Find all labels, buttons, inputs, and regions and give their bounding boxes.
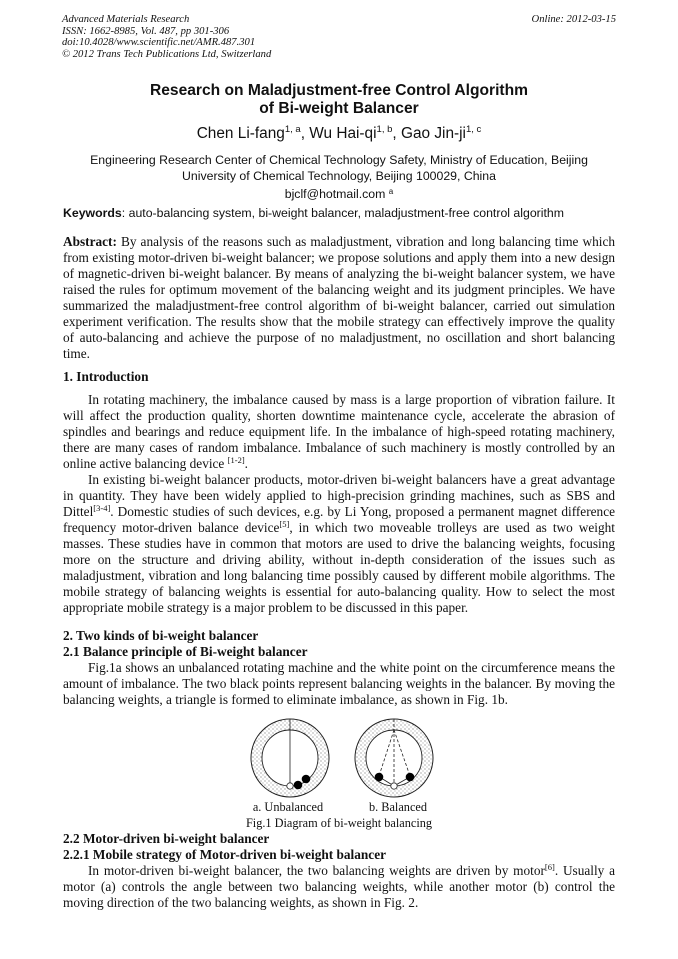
- s2-p2-a: In motor-driven bi-weight balancer, the two balancing weights are driven by motor: [88, 863, 545, 878]
- affiliation: [60, 153, 618, 203]
- citation: [5]: [279, 519, 290, 529]
- title-line-1: Research on Maladjustment-free Control Algorithm: [149, 82, 529, 99]
- figure-1a-unbalanced: [251, 719, 329, 797]
- author-name: Gao Jin-ji: [400, 125, 466, 142]
- abstract-text: By analysis of the reasons such as maladjustment, vibration and long balancing time which from existing motor-driven bi-weight balancer; we propose solutions and apply them into a new design of magnetic-driven bi-weight balancer. By means of analyzing the bi-weight balancer system, we have raised the rules for optimum movement of the balancing weight and its judgment principles. We have summarized the maladjustment-free control algorithm of bi-weight balancer, carried out simulation experiment verification. The results show that the mobile strategy can effectively improve the quality of auto-balancing and achieve the purpose of no maladjustment, no oscillation and short balancing time.: [63, 234, 615, 361]
- issn-line: ISSN: 1662-8985, Vol. 487, pp 301-306: [62, 25, 230, 37]
- author-sup: 1, b: [376, 124, 393, 135]
- figure-1-caption: Fig.1 Diagram of bi-weight balancing: [245, 816, 433, 830]
- email-sup: a: [388, 187, 394, 197]
- section2-paragraph-1: Fig.1a shows an unbalanced rotating machine and the white point on the circumference means the amount of imbalance. The two black points represent balancing weights in the balancer. By moving the balancing weights, a triangle is formed to eliminate imbalance, as shown in Fig. 1b.: [63, 660, 615, 707]
- figure-1b-label: b. Balanced: [368, 800, 428, 814]
- section-heading-two-kinds: 2. Two kinds of bi-weight balancer: [63, 628, 259, 643]
- paper-title: [0, 82, 678, 118]
- intro-p2-b: . Domestic studies of such devices, e.g. by Li Yong, proposed a permanent magnet difference frequency motor-driven balance device: [63, 504, 615, 535]
- intro-paragraph-1: [63, 392, 615, 472]
- online-date: Online: 2012-03-15: [531, 14, 616, 25]
- citation: [3-4]: [93, 503, 111, 513]
- journal-name: Advanced Materials Research: [62, 14, 190, 25]
- balancing-weight: [406, 773, 415, 782]
- figure-1b-balanced: [355, 719, 433, 797]
- keywords-label: Keywords: [63, 206, 122, 220]
- s2-p2-b: . Usually a motor (a) controls the angle between two balancing weights, while another motor (b) control the moving direction of the two balancing weights, as shown in Fig. 2.: [63, 863, 615, 910]
- keywords-text: : auto-balancing system, bi-weight balancer, maladjustment-free control algorithm: [121, 206, 565, 220]
- subsection-heading-2-2-1: 2.2.1 Mobile strategy of Motor-driven bi-weight balancer: [63, 847, 387, 862]
- intro-p2-c: , in which two moveable trolleys are used as two weight masses. These studies have in common that motors are used to drive the balancing weights, focusing more on the structure and driving ability, without in-depth consideration of the issues such as maladjustment, vibration and long balancing time possibly caused by different mobile algorithms. The mobile strategy of balancing weights is essential for auto-balancing quality. How to select the most appropriate mobile strategy is a major problem to be discussed in this paper.: [63, 520, 615, 615]
- author-name: Chen Li-fang: [196, 125, 285, 142]
- figure-1-diagram: [244, 716, 440, 800]
- affiliation-line-1: Engineering Research Center of Chemical Technology Safety, Ministry of Education, Beijing: [90, 153, 588, 167]
- author-email: bjclf@hotmail.com: [284, 187, 386, 202]
- abstract-label: Abstract:: [63, 234, 117, 249]
- author-sup: 1, a: [284, 124, 301, 135]
- imbalance-point: [287, 783, 293, 789]
- subsection-heading-2-2: 2.2 Motor-driven bi-weight balancer: [63, 831, 270, 846]
- balancing-weight: [375, 773, 384, 782]
- citation: [1-2]: [227, 455, 245, 465]
- imbalance-point: [391, 783, 397, 789]
- title-line-2: of Bi-weight Balancer: [259, 100, 419, 117]
- intro-p1-end: .: [244, 456, 248, 471]
- running-header: [62, 14, 616, 60]
- author-sup: 1, c: [465, 124, 482, 135]
- doi-line: doi:10.4028/www.scientific.net/AMR.487.301: [62, 37, 256, 49]
- section-heading-introduction: 1. Introduction: [63, 369, 149, 384]
- citation: [6]: [544, 862, 555, 872]
- intro-p2-a: In existing bi-weight balancer products, motor-driven bi-weight balancers have a great advantage in quantity. They have been widely applied to high-precision grinding machines, such as SBS and Dittel: [63, 472, 615, 519]
- section2-paragraph-2: [63, 863, 615, 911]
- abstract: [63, 234, 615, 362]
- intro-p1-text: In rotating machinery, the imbalance caused by mass is a large proportion of vibration failure. It will affect the production quality, shorten downtime maintenance cycle, accelerate the abrasion of spindles and bearings and reduce equipment life. In the imbalance of high-speed rotating machinery, there are many cases of random imbalance. Imbalance of such machinery is mostly controlled by an online active balancing device: [63, 392, 615, 471]
- author-name: Wu Hai-qi: [309, 125, 377, 142]
- balancing-weight: [302, 775, 311, 784]
- figure-1a-label: a. Unbalanced: [252, 800, 324, 814]
- intro-paragraph-2: [63, 472, 615, 616]
- subsection-heading-2-1: 2.1 Balance principle of Bi-weight balancer: [63, 644, 308, 659]
- balancing-weight: [294, 781, 303, 790]
- affiliation-line-2: University of Chemical Technology, Beijing 100029, China: [182, 168, 496, 183]
- author-list: Chen Li-fang$^{1, a}$, Wu Hai-qi$^{1, b}$, Gao Jin-ji$^{1, c}$: [196, 124, 482, 142]
- keywords: [63, 206, 623, 220]
- copyright-line: © 2012 Trans Tech Publications Ltd, Switzerland: [62, 48, 272, 60]
